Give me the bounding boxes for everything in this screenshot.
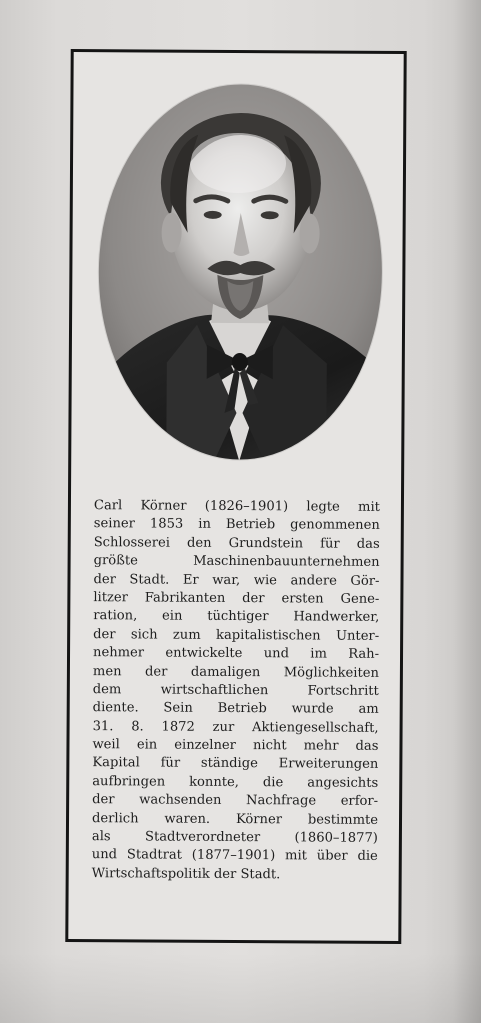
caption-line: aufbringen konnte, die angesichts	[92, 773, 379, 791]
caption-line: Wirtschaftspolitik der Stadt.	[91, 865, 281, 883]
portrait-photo	[96, 82, 384, 462]
caption-line: der Stadt. Er war, wie andere Gör-	[93, 571, 380, 589]
caption-line: men der damaligen Möglichkeiten	[92, 663, 379, 681]
caption-line: diente. Sein Betrieb wurde am	[92, 700, 379, 718]
caption-line: ration, ein tüchtiger Handwerker,	[93, 608, 380, 626]
caption-line: als Stadtverordneter (1860–1877)	[91, 829, 378, 846]
caption-line: der wachsenden Nachfrage erfor-	[92, 792, 379, 810]
caption-line: Kapital für ständige Erweiterungen	[92, 755, 379, 773]
portrait-image	[96, 82, 384, 462]
page-bottom-shadow	[0, 953, 481, 1023]
caption-line: größte Maschinenbauunternehmen	[93, 553, 380, 571]
caption-line: und Stadtrat (1877–1901) mit über die	[91, 847, 378, 865]
caption-line: litzer Fabrikanten der ersten Gene-	[93, 590, 380, 607]
page-edge-shadow	[453, 0, 481, 1023]
biography-caption	[92, 497, 380, 885]
caption-line: der sich zum kapitalistischen Unter-	[93, 626, 380, 644]
caption-line: derlich waren. Körner bestimmte	[91, 810, 379, 828]
caption-line: nehmer entwickelte und im Rah-	[92, 645, 380, 663]
caption-line: weil ein einzelner nicht mehr das	[92, 737, 379, 754]
caption-line: dem wirtschaftlichen Fortschritt	[92, 682, 379, 699]
caption-line: seiner 1853 in Betrieb genommenen	[93, 516, 380, 534]
caption-line: 31. 8. 1872 zur Aktiengesellschaft,	[92, 718, 379, 736]
bordered-panel	[65, 49, 406, 944]
caption-line: Schlosserei den Grundstein für das	[93, 534, 380, 552]
caption-line: Carl Körner (1826–1901) legte mit	[93, 498, 380, 515]
